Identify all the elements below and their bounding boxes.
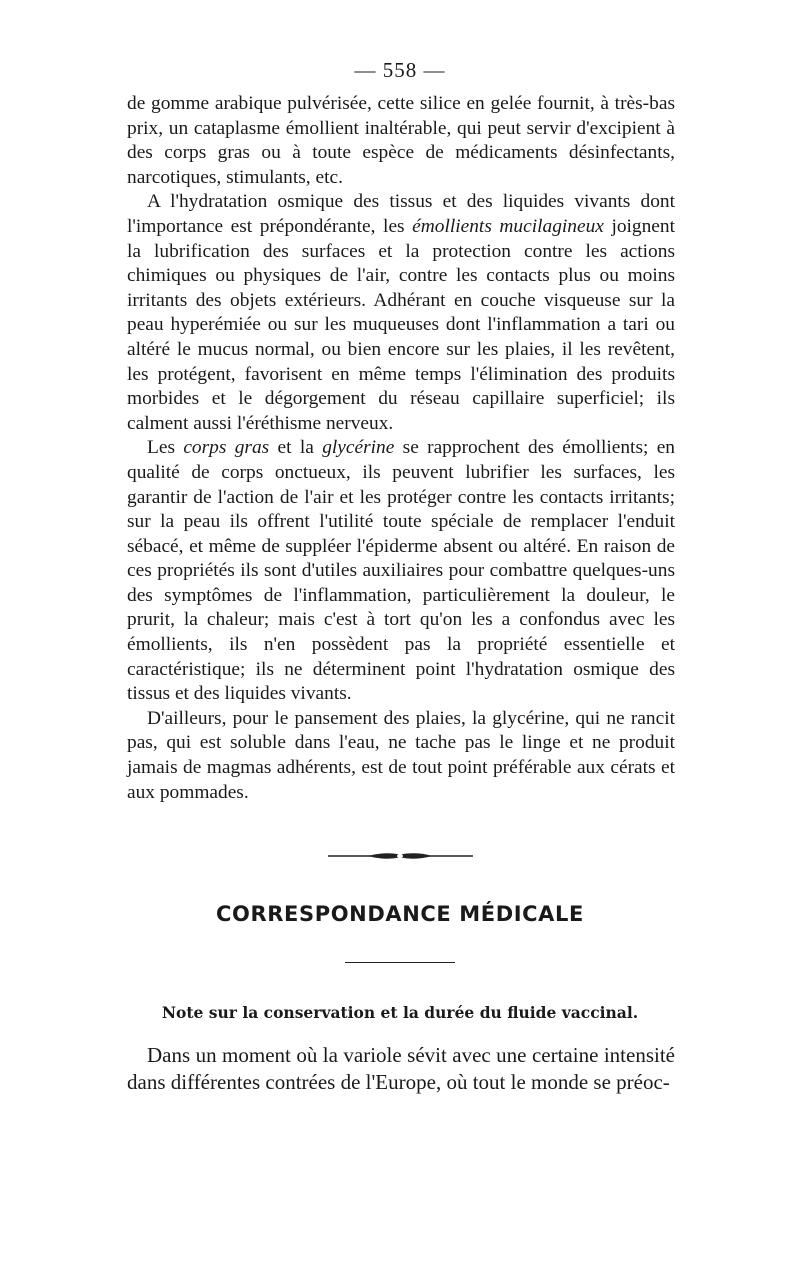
text-run: se rapprochent des émollients; en qualité de corps onctueux, ils peuvent lubrifier les surfaces, les garantir de l'action de l'air et les protéger contre les contacts irritants; sur la peau ils offrent l'utilité toute spéciale de remplacer l'enduit sébacé, et même de suppléer l'épiderme absent ou altéré. En raison de ces propriétés ils sont d'utiles auxiliaires pour combattre quelques-uns des symptômes de l'inflammation, particulièrement la douleur, le prurit, la chaleur; mais c'est à tort qu'on les a confondus avec les émollients, ils n'en possèdent pas la propriété essentielle et caractéristique; ils ne déterminent point l'hydratation osmique des tissus et des liquides vivants. bbox=[127, 437, 676, 705]
text-run: Les bbox=[147, 437, 184, 459]
text-run: et la bbox=[269, 437, 323, 459]
italic-term: corps gras bbox=[183, 437, 270, 459]
note-body bbox=[127, 1042, 675, 1096]
paragraph-hydratation-osmique bbox=[127, 190, 675, 436]
section-heading: CORRESPONDANCE MÉDICALE bbox=[216, 902, 584, 926]
note-paragraph: Dans un moment où la variole sévit avec une certaine intensité dans différentes contrées de l'Europe, où tout le monde se préoc- bbox=[127, 1043, 675, 1094]
italic-term: glycérine bbox=[322, 437, 395, 459]
text-run: A l'hydratation osmique des tissus et des liquides vivants dont l'importance est prépondérante, les bbox=[127, 191, 675, 237]
text-run: de gomme arabique pulvérisée, cette silice en gelée fournit, à très-bas prix, un cataplasme émollient inaltérable, qui peut servir d'excipient à des corps gras ou à toute espèce de médicaments désinfectants, narcotiques, stimulants, etc. bbox=[127, 93, 675, 188]
paragraph-corps-gras bbox=[127, 436, 675, 707]
italic-term: émollients mucilagineux bbox=[412, 215, 604, 237]
heading-underline bbox=[345, 962, 455, 963]
note-title: Note sur la conservation et la durée du fluide vaccinal. bbox=[161, 1003, 639, 1022]
text-run: joignent la lubrification des surfaces et la protection contre les actions chimiques ou physiques de l'air, contre les contacts plus ou moins irritants des objets extérieurs. Adhérant en couche visqueuse sur la peau hyperémiée ou sur les muqueuses dont l'inflammation a tari ou altéré le mucus normal, ou bien encore sur les plaies, il les revêtent, les protégent, favorisent en même temps l'élimination des produits morbides et le dégorgement du réseau capillaire superficiel; ils calment aussi l'éréthisme nerveux. bbox=[127, 215, 675, 434]
paragraph-pansement-des-plaies bbox=[127, 707, 675, 805]
paragraph-gomme-arabique bbox=[127, 92, 675, 190]
body-text bbox=[127, 92, 675, 805]
text-run: D'ailleurs, pour le pansement des plaies, la glycérine, qui ne rancit pas, qui est soluble dans l'eau, ne tache pas le linge et ne produit jamais de magmas adhérents, est de tout point préférable aux cérats et aux pommades. bbox=[127, 707, 675, 803]
page-number: — 558 — bbox=[354, 58, 446, 82]
ornamental-rule bbox=[328, 851, 473, 861]
